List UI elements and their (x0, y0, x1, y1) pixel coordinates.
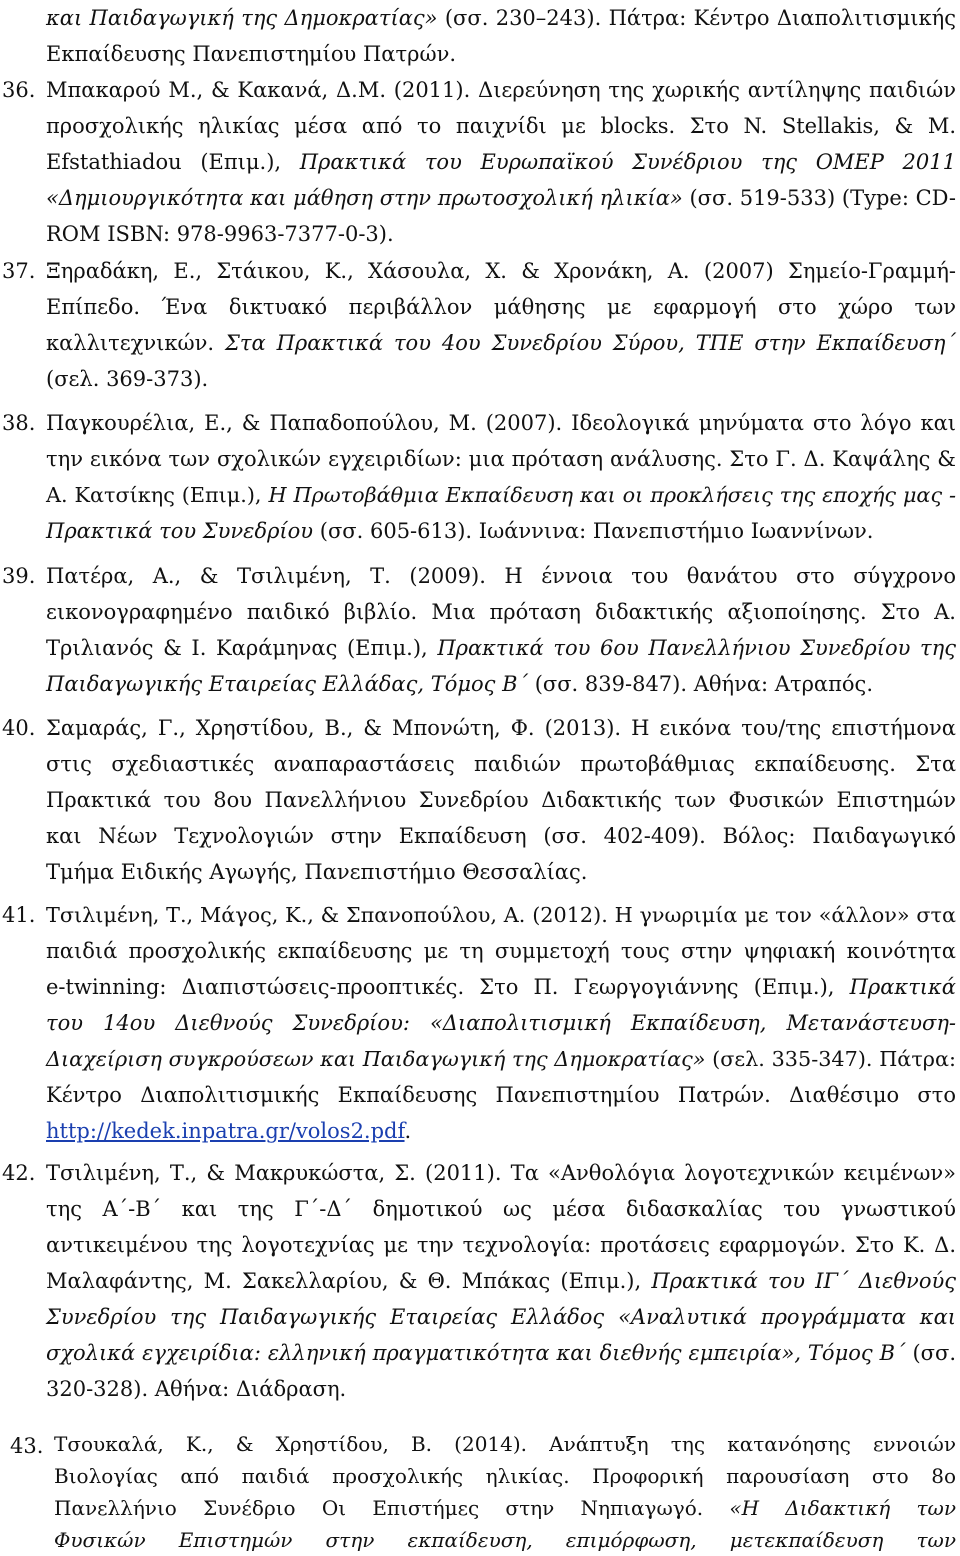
text-run: Τσουκαλά, Κ., & Χρηστίδου, Β. (2014). Ανάπτυξη της κατανόησης εννοιών (54, 1432, 956, 1456)
reference-line (46, 969, 956, 1005)
reference-line (46, 1155, 956, 1191)
reference-line (46, 36, 956, 72)
text-run: στις σχεδιαστικές αναπαραστάσεις παιδιών πρωτοβάθμιας εκπαίδευσης. Στα (46, 752, 956, 776)
reference-line (46, 897, 956, 933)
reference-line (46, 1227, 956, 1263)
italic-title: Φυσικών Επιστημών στην εκπαίδευση, επιμόρφωση, μετεκπαίδευση των (54, 1528, 956, 1552)
reference-line (46, 144, 956, 180)
reference-line (46, 289, 956, 325)
text-run: . (404, 1119, 412, 1143)
reference-line (54, 1428, 956, 1460)
reference-line (46, 0, 956, 36)
text-run: Α. Κατσίκης (Επιμ.), (46, 483, 269, 507)
text-run: Κέντρο Διαπολιτισμικής Εκπαίδευσης Πανεπιστημίου Πατρών. Διαθέσιμο στο (46, 1083, 956, 1107)
text-run: της Α΄-Β΄ και της Γ΄-Δ΄ δημοτικού ως μέσα διδασκαλίας του γνωστικού (46, 1197, 956, 1221)
text-run: (σελ. 335-347). Πάτρα: (705, 1047, 957, 1071)
reference-line (46, 594, 956, 630)
text-run: προσχολικής ηλικίας μέσα από το παιχνίδι με blocks. Στο N. Stellakis, & M. (46, 114, 956, 138)
reference-line (46, 1263, 956, 1299)
text-run: την εικόνα των σχολικών εγχειριδίων: μια πρόταση ανάλυσης. Στο Γ. Δ. Καψάλης & (46, 447, 956, 471)
italic-title: Πρακτικά του 6ου Πανελλήνιου Συνεδρίου της (437, 636, 956, 660)
reference-line (46, 441, 956, 477)
italic-title: Πρακτικά (849, 975, 956, 999)
italic-title: Πρακτικά του ΙΓ΄ Διεθνούς (651, 1269, 956, 1293)
text-run: Βιολογίας από παιδιά προσχολικής ηλικίας. Προφορική παρουσίαση στο 8ο (54, 1464, 956, 1488)
pdf-link[interactable]: http://kedek.inpatra.gr/volos2.pdf (46, 1119, 405, 1143)
reference-number: 37. (2, 259, 36, 283)
text-run: Τριλιανός & Ι. Καράμηνας (Επιμ.), (46, 636, 438, 660)
text-run: Πανελλήνιο Συνέδριο Οι Επιστήμες στην Νηπιαγωγό. (54, 1496, 730, 1520)
text-run: Ξηραδάκη, Ε., Στάικου, Κ., Χάσουλα, Χ. & Χρονάκη, Α. (2007) Σημείο-Γραμμή- (46, 259, 956, 283)
reference-line (46, 325, 956, 361)
reference-line (46, 818, 956, 854)
italic-title: Παιδαγωγικής Εταιρείας Ελλάδας, Τόμος Β΄ (46, 672, 529, 696)
text-run: Efstathiadou (Επιμ.), (46, 150, 300, 174)
reference-line (46, 72, 956, 108)
reference-line (46, 630, 956, 666)
text-run: Μαλαφάντης, Μ. Σακελλαρίου, & Θ. Μπάκας (Επιμ.), (46, 1269, 652, 1293)
reference-line (46, 782, 956, 818)
text-run: Παγκουρέλια, Ε., & Παπαδοπούλου, Μ. (2007). Ιδεολογικά μηνύματα στο λόγο και (46, 411, 956, 435)
italic-title: «Η Διδακτική των (729, 1496, 957, 1520)
text-run: Σαμαράς, Γ., Χρηστίδου, Β., & Μπονώτη, Φ. (2013). Η εικόνα του/της επιστήμονα (46, 716, 956, 740)
reference-number: 39. (2, 564, 36, 588)
text-run: Πρακτικά του 8ου Πανελλήνιου Συνεδρίου Διδακτικής των Φυσικών Επιστημών (46, 788, 956, 812)
italic-title: «Δημιουργικότητα και μάθηση στην πρωτοσχολική ηλικία» (46, 186, 683, 210)
italic-title: Διαχείριση συγκρούσεων και Παιδαγωγική της Δημοκρατίας» (46, 1047, 706, 1071)
reference-line (46, 1299, 956, 1335)
italic-title: σχολικά εγχειρίδια: ελληνική πραγματικότητα και διεθνής εμπειρία», Τόμος Β΄ (46, 1341, 906, 1365)
italic-title: Η Πρωτοβάθμια Εκπαίδευση και οι προκλήσεις της εποχής μας - (268, 483, 956, 507)
reference-line (46, 216, 956, 252)
text-run: Πατέρα, Α., & Τσιλιμένη, Τ. (2009). Η έννοια του θανάτου στο σύγχρονο (46, 564, 956, 588)
reference-line (46, 1113, 956, 1149)
text-run: (σσ. 230–243). Πάτρα: Κέντρο Διαπολιτισμικής (437, 6, 956, 30)
italic-title: Πρακτικά του Ευρωπαϊκού Συνέδριου της ΟΜΕΡ 2011 (299, 150, 956, 174)
text-run: καλλιτεχνικών. (46, 331, 226, 355)
reference-number: 36. (2, 78, 36, 102)
reference-line (54, 1524, 956, 1556)
reference-line (46, 933, 956, 969)
reference-line (46, 666, 956, 702)
reference-line (46, 1041, 956, 1077)
text-run: Τσιλιμένη, Τ., Μάγος, Κ., & Σπανοπούλου, Α. (2012). Η γνωριμία με τον «άλλον» στα (46, 903, 956, 927)
reference-line (46, 1191, 956, 1227)
reference-line (46, 405, 956, 441)
reference-number: 40. (2, 716, 36, 740)
reference-line (46, 1077, 956, 1113)
reference-line (54, 1460, 956, 1492)
text-run: (σσ. 605-613). Ιωάννινα: Πανεπιστήμιο Ιωαννίνων. (313, 519, 874, 543)
reference-line (46, 1335, 956, 1371)
reference-line (46, 710, 956, 746)
text-run: e-twinning: Διαπιστώσεις-προοπτικές. Στο Π. Γεωργογιάννης (Επιμ.), (46, 975, 850, 999)
text-run: Εκπαίδευσης Πανεπιστημίου Πατρών. (46, 42, 457, 66)
italic-title: και Παιδαγωγική της Δημοκρατίας» (46, 6, 438, 30)
reference-line (46, 1371, 956, 1407)
italic-title: Πρακτικά του Συνεδρίου (46, 519, 314, 543)
reference-line (46, 253, 956, 289)
text-run: και Νέων Τεχνολογιών στην Εκπαίδευση (σσ. 402-409). Βόλος: Παιδαγωγικό (46, 824, 956, 848)
italic-title: Στα Πρακτικά του 4ου Συνεδρίου Σύρου, ΤΠΕ στην Εκπαίδευση΄ (225, 331, 957, 355)
text-run: (σελ. 369-373). (46, 367, 209, 391)
text-run: ROM ISBN: 978-9963-7377-0-3). (46, 222, 394, 246)
reference-number: 43. (10, 1434, 44, 1458)
text-run: (σσ. 519-533) (Type: CD- (682, 186, 956, 210)
reference-line (46, 558, 956, 594)
reference-line (46, 854, 956, 890)
reference-line (46, 477, 956, 513)
italic-title: Συνεδρίου της Παιδαγωγικής Εταιρείας Ελλάδος «Αναλυτικά προγράμματα και (46, 1305, 956, 1329)
text-run: Επίπεδο. Ένα δικτυακό περιβάλλον μάθησης με εφαρμογή στο χώρο των (46, 295, 956, 319)
reference-line (46, 361, 956, 397)
reference-number: 42. (2, 1161, 36, 1185)
text-run: 320-328). Αθήνα: Διάδραση. (46, 1377, 347, 1401)
reference-line (46, 1005, 956, 1041)
text-run: Τσιλιμένη, Τ., & Μακρυκώστα, Σ. (2011). Τα «Ανθολόγια λογοτεχνικών κειμένων» (46, 1161, 956, 1185)
text-run: (σσ. (905, 1341, 956, 1365)
text-run: παιδιά προσχολικής εκπαίδευσης με τη συμμετοχή τους στην ψηφιακή κοινότητα (46, 939, 956, 963)
text-run: αντικειμένου της λογοτεχνίας με την τεχνολογία: προτάσεις εφαρμογών. Στο Κ. Δ. (46, 1233, 956, 1257)
italic-title: του 14ου Διεθνούς Συνεδρίου: «Διαπολιτισμική Εκπαίδευση, Μετανάστευση- (46, 1011, 956, 1035)
text-run: Τμήμα Ειδικής Αγωγής, Πανεπιστήμιο Θεσσαλίας. (46, 860, 588, 884)
reference-line (46, 108, 956, 144)
reference-line (46, 180, 956, 216)
reference-line (46, 746, 956, 782)
reference-line (46, 513, 956, 549)
reference-number: 38. (2, 411, 36, 435)
text-run: εικονογραφημένο παιδικό βιβλίο. Μια πρόταση διδακτικής αξιοποίησης. Στο Α. (46, 600, 956, 624)
text-run: (σσ. 839-847). Αθήνα: Ατραπός. (528, 672, 873, 696)
text-run: Μπακαρού Μ., & Κακανά, Δ.Μ. (2011). Διερεύνηση της χωρικής αντίληψης παιδιών (46, 78, 956, 102)
reference-number: 41. (2, 903, 36, 927)
reference-line (54, 1492, 956, 1524)
